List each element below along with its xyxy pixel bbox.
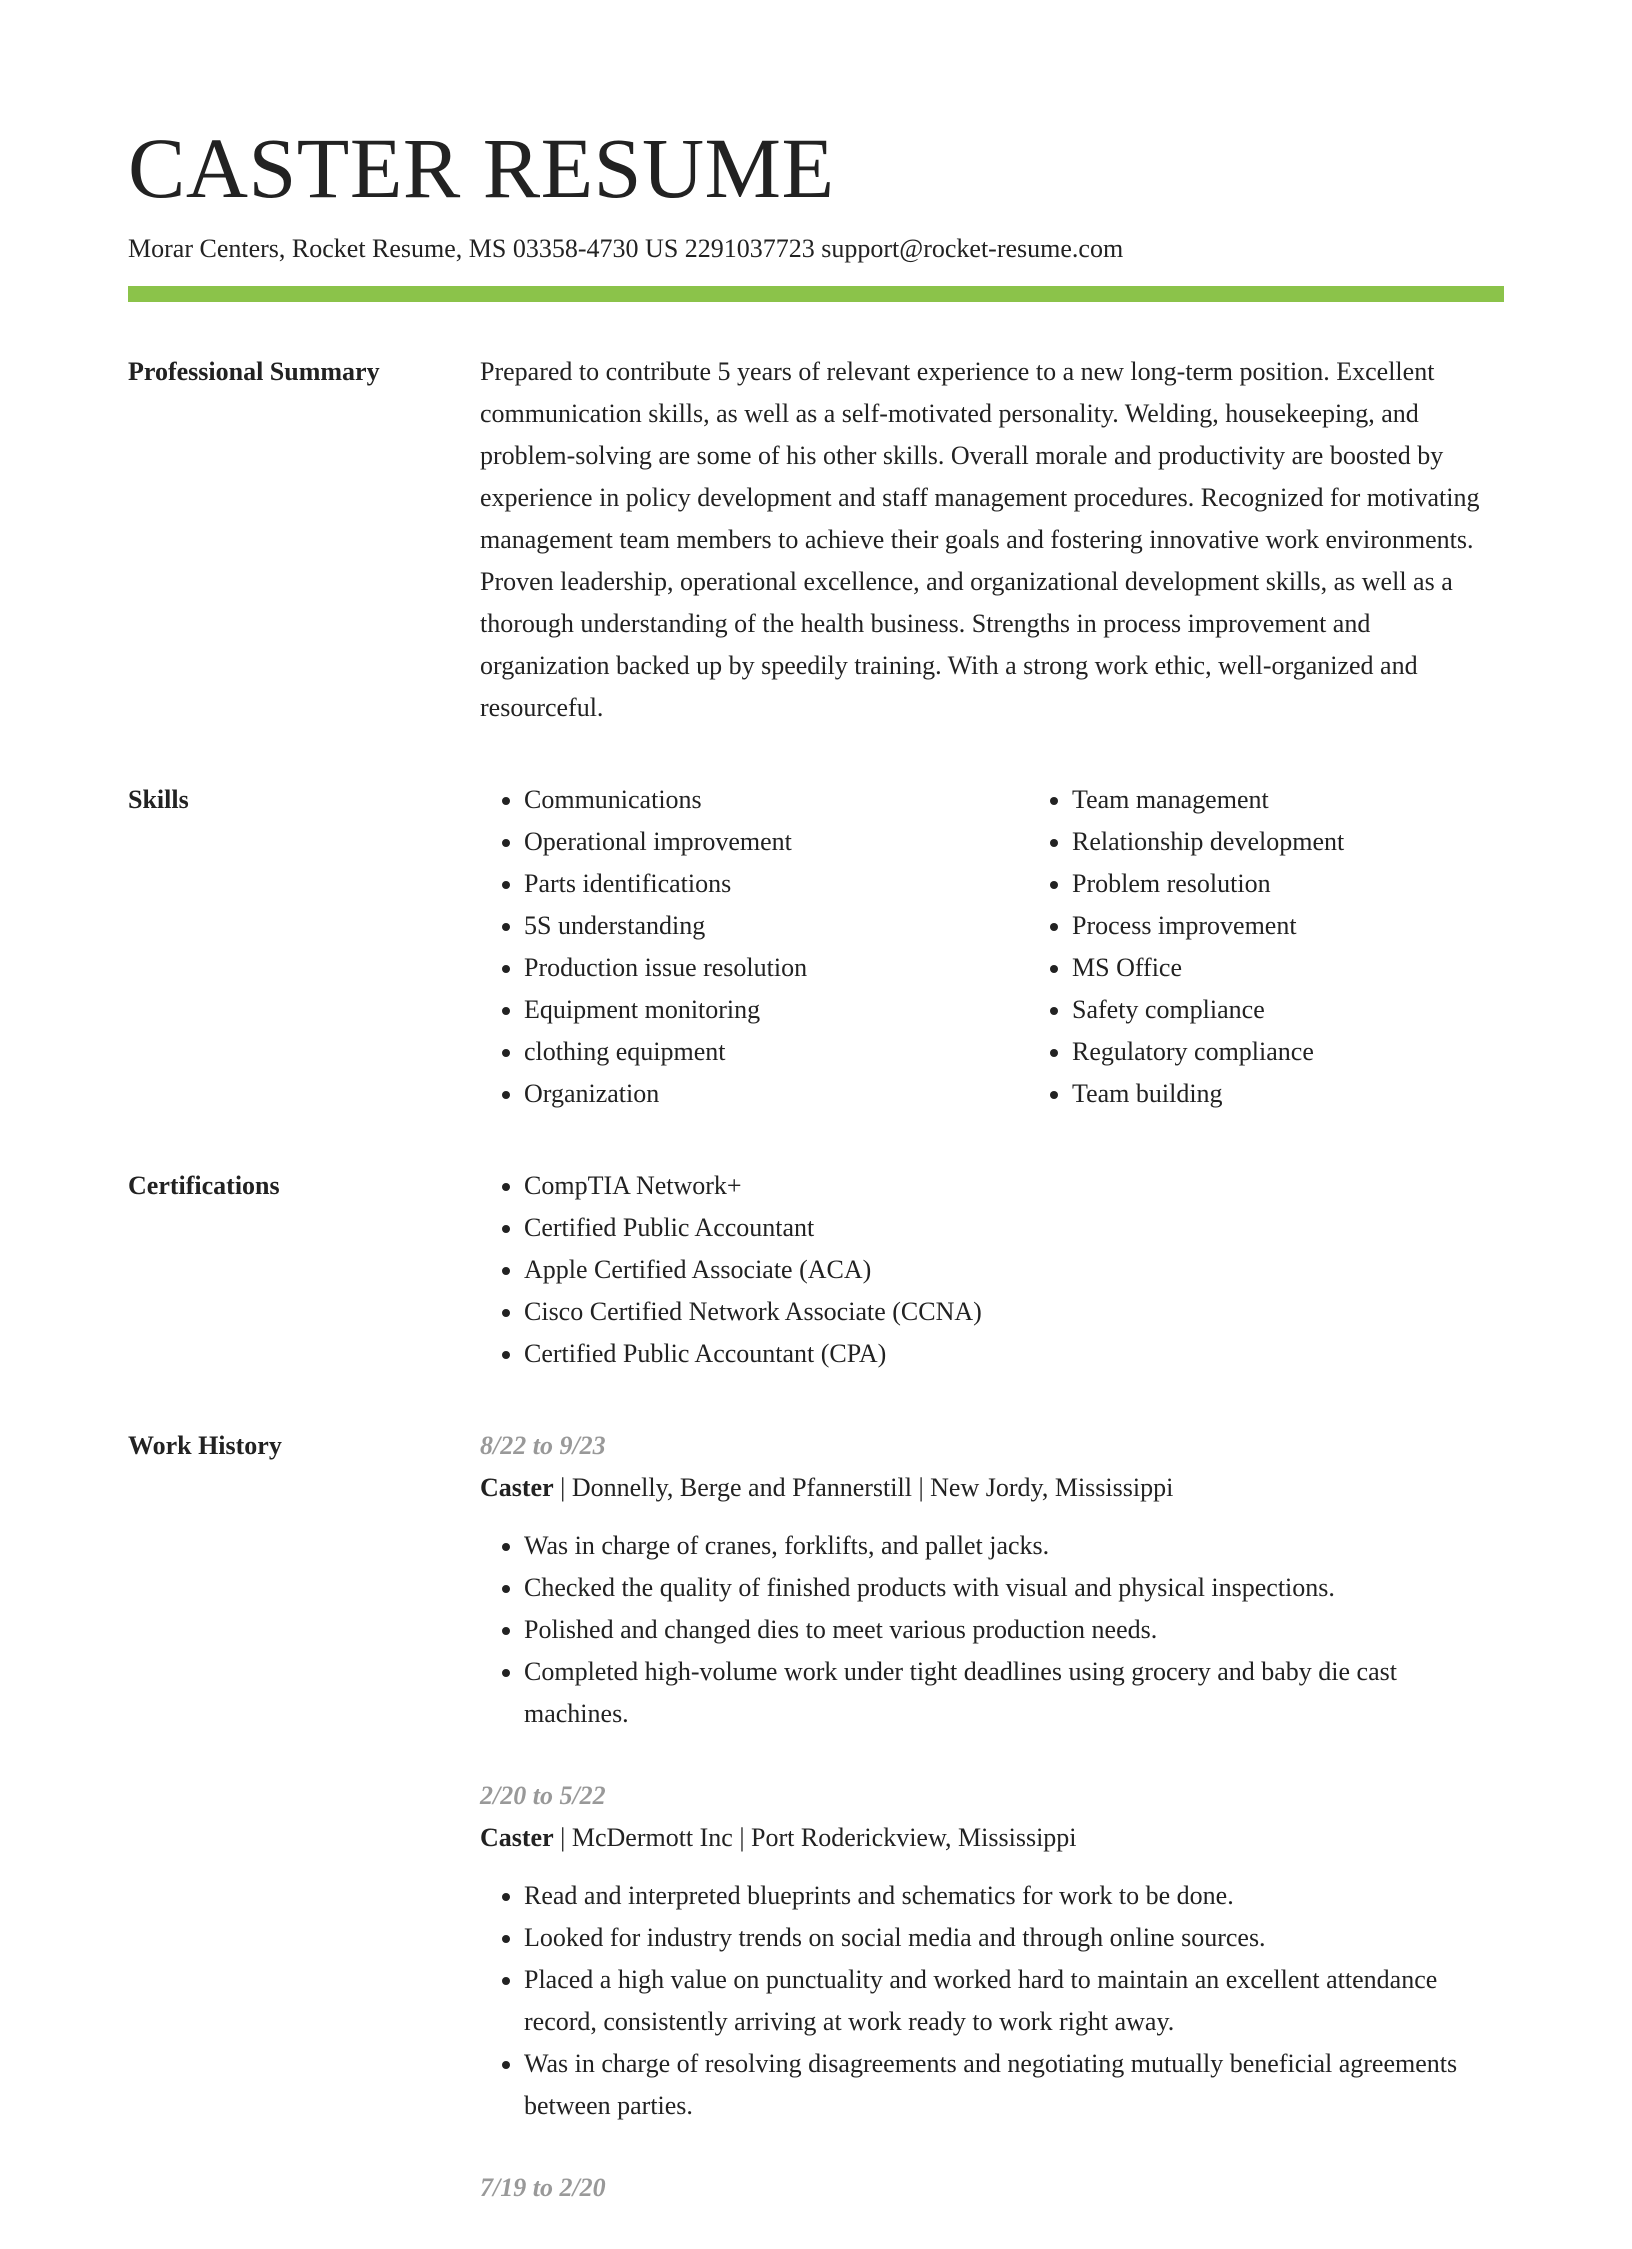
- certification-item: • Apple Certified Associate (ACA): [524, 1249, 1504, 1291]
- skill-item: • Operational improvement: [524, 821, 1028, 863]
- job-bullets: [480, 1525, 1504, 1735]
- skill-item: • Organization: [524, 1073, 1028, 1115]
- certification-item: • CompTIA Network+: [524, 1165, 1504, 1207]
- skill-item: • Process improvement: [1072, 905, 1576, 947]
- skills-section: [128, 779, 1504, 1115]
- certification-item: • Certified Public Accountant (CPA): [524, 1333, 1504, 1375]
- job-role: Caster: [480, 1823, 554, 1852]
- job-dates: 8/22 to 9/23: [480, 1431, 606, 1460]
- job-entry: [480, 1425, 1504, 1735]
- job-bullet: • Was in charge of cranes, forklifts, and pallet jacks.: [524, 1525, 1504, 1567]
- skill-item: • clothing equipment: [524, 1031, 1028, 1073]
- skill-item: • MS Office: [1072, 947, 1576, 989]
- job-details: | McDermott Inc | Port Roderickview, Mississippi: [553, 1823, 1077, 1852]
- section-label-skills: Skills: [128, 785, 189, 814]
- job-dates: 2/20 to 5/22: [480, 1781, 606, 1810]
- job-role: Caster: [480, 1473, 554, 1502]
- job-bullet: • Completed high-volume work under tight deadlines using grocery and baby die cast machines.: [524, 1651, 1504, 1735]
- skill-item: • Parts identifications: [524, 863, 1028, 905]
- summary-section: [128, 351, 1504, 729]
- resume-name: CASTER RESUME: [128, 120, 835, 216]
- work-history-section: [128, 1425, 1504, 2249]
- certifications-section: [128, 1165, 1504, 1375]
- skill-item: • Team building: [1072, 1073, 1576, 1115]
- resume-page: [128, 118, 1504, 2249]
- skill-item: • Regulatory compliance: [1072, 1031, 1576, 1073]
- job-bullet: • Placed a high value on punctuality and worked hard to maintain an excellent attendance record, consistently arriving at work ready to work right away.: [524, 1959, 1504, 2043]
- skills-list-right: [1028, 779, 1576, 1115]
- summary-text: Prepared to contribute 5 years of relevant experience to a new long-term position. Excellent communication skills, as well as a self-motivated personality. Welding, housekeeping, and problem-solving are some of his other skills. Overall morale and productivity are boosted by experience in policy development and staff management procedures. Recognized for motivating management team members to achieve their goals and fostering innovative work environments. Proven leadership, operational excellence, and organizational development skills, as well as a thorough understanding of the health business. Strengths in process improvement and organization backed up by speedily training. With a strong work ethic, well-organized and resourceful.: [480, 357, 1480, 722]
- job-dates: 7/19 to 2/20: [480, 2173, 606, 2202]
- certification-item: • Cisco Certified Network Associate (CCNA): [524, 1291, 1504, 1333]
- job-bullets: [480, 1875, 1504, 2127]
- certifications-list: [480, 1165, 1504, 1375]
- section-label-work-history: Work History: [128, 1431, 282, 1460]
- section-label-certifications: Certifications: [128, 1171, 280, 1200]
- job-entry: [480, 1775, 1504, 2127]
- section-label-summary: Professional Summary: [128, 357, 380, 386]
- job-title-line: [480, 1467, 1504, 1509]
- header-divider: [128, 286, 1504, 302]
- contact-info: Morar Centers, Rocket Resume, MS 03358-4730 US 2291037723 support@rocket-resume.com: [128, 234, 1124, 263]
- skill-item: • Team management: [1072, 779, 1576, 821]
- job-bullet: • Read and interpreted blueprints and schematics for work to be done.: [524, 1875, 1504, 1917]
- certification-item: • Certified Public Accountant: [524, 1207, 1504, 1249]
- job-bullet: • Looked for industry trends on social media and through online sources.: [524, 1917, 1504, 1959]
- skill-item: • Communications: [524, 779, 1028, 821]
- job-title-line: [480, 1817, 1504, 1859]
- job-details: | Donnelly, Berge and Pfannerstill | New Jordy, Mississippi: [553, 1473, 1174, 1502]
- skill-item: • Production issue resolution: [524, 947, 1028, 989]
- skill-item: • Relationship development: [1072, 821, 1576, 863]
- job-bullet: • Polished and changed dies to meet various production needs.: [524, 1609, 1504, 1651]
- job-bullet: • Checked the quality of finished products with visual and physical inspections.: [524, 1567, 1504, 1609]
- skills-list-left: [480, 779, 1028, 1115]
- skill-item: • Problem resolution: [1072, 863, 1576, 905]
- skill-item: • Equipment monitoring: [524, 989, 1028, 1031]
- skill-item: • 5S understanding: [524, 905, 1028, 947]
- skill-item: • Safety compliance: [1072, 989, 1576, 1031]
- job-bullet: • Was in charge of resolving disagreements and negotiating mutually beneficial agreements between parties.: [524, 2043, 1504, 2127]
- job-entry: [480, 2167, 1504, 2209]
